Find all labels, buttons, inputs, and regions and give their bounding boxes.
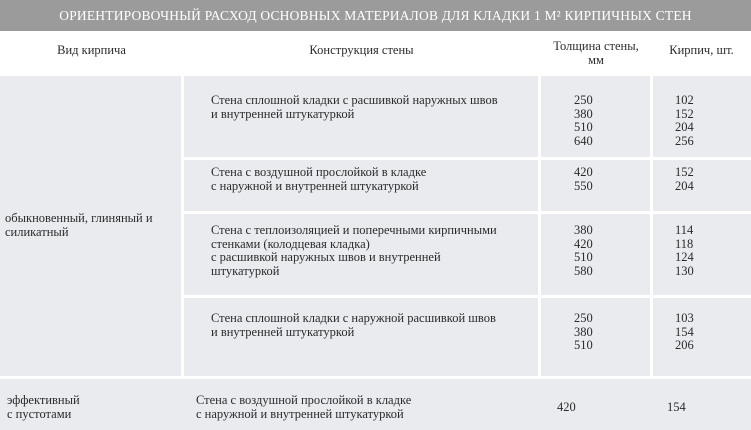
row-divider <box>184 295 751 298</box>
construction-cell: Стена сплошной кладки с расшивкой наружных швов и внутренней штукатуркой <box>211 93 498 121</box>
header-thickness: Толщина стены, мм <box>553 39 639 67</box>
construction-cell: Стена с воздушной прослойкой в кладке с наружной и внутренней штукатуркой <box>196 393 412 421</box>
construction-cell: Стена с воздушной прослойкой в кладке с наружной и внутренней штукатуркой <box>211 165 427 193</box>
header-construction: Конструкция стены <box>309 43 414 57</box>
column-divider <box>181 76 184 376</box>
bricks-cell: 114 118 124 130 <box>675 223 694 278</box>
thickness-cell: 420 <box>557 400 576 414</box>
thickness-cell: 420 550 <box>574 165 593 193</box>
header-brick-type: Вид кирпича <box>57 43 126 57</box>
column-divider <box>650 76 653 376</box>
bricks-cell: 103 154 206 <box>675 311 694 352</box>
brick-type-ordinary: обыкновенный, глиняный и силикатный <box>5 211 153 239</box>
brick-type-effective: эффективный с пустотами <box>7 393 80 421</box>
construction-cell: Стена сплошной кладки с наружной расшивкой швов и внутренней штукатуркой <box>211 311 496 339</box>
bricks-cell: 102 152 204 256 <box>675 93 694 148</box>
row-divider <box>184 211 751 214</box>
bricks-cell: 152 204 <box>675 165 694 193</box>
thickness-cell: 250 380 510 640 <box>574 93 593 148</box>
column-divider <box>538 76 541 376</box>
row-divider <box>184 157 751 160</box>
thickness-cell: 380 420 510 580 <box>574 223 593 278</box>
bricks-cell: 154 <box>667 400 686 414</box>
table-title: ОРИЕНТИРОВОЧНЫЙ РАСХОД ОСНОВНЫХ МАТЕРИАЛОВ ДЛЯ КЛАДКИ 1 М² КИРПИЧНЫХ СТЕН <box>0 0 751 31</box>
group-divider <box>0 376 751 379</box>
header-bricks: Кирпич, шт. <box>669 43 734 57</box>
thickness-cell: 250 380 510 <box>574 311 593 352</box>
construction-cell: Стена с теплоизоляцией и поперечными кирпичными стенками (колодцевая кладка) с расшивкой наружных швов и внутренней штукатуркой <box>211 223 497 278</box>
